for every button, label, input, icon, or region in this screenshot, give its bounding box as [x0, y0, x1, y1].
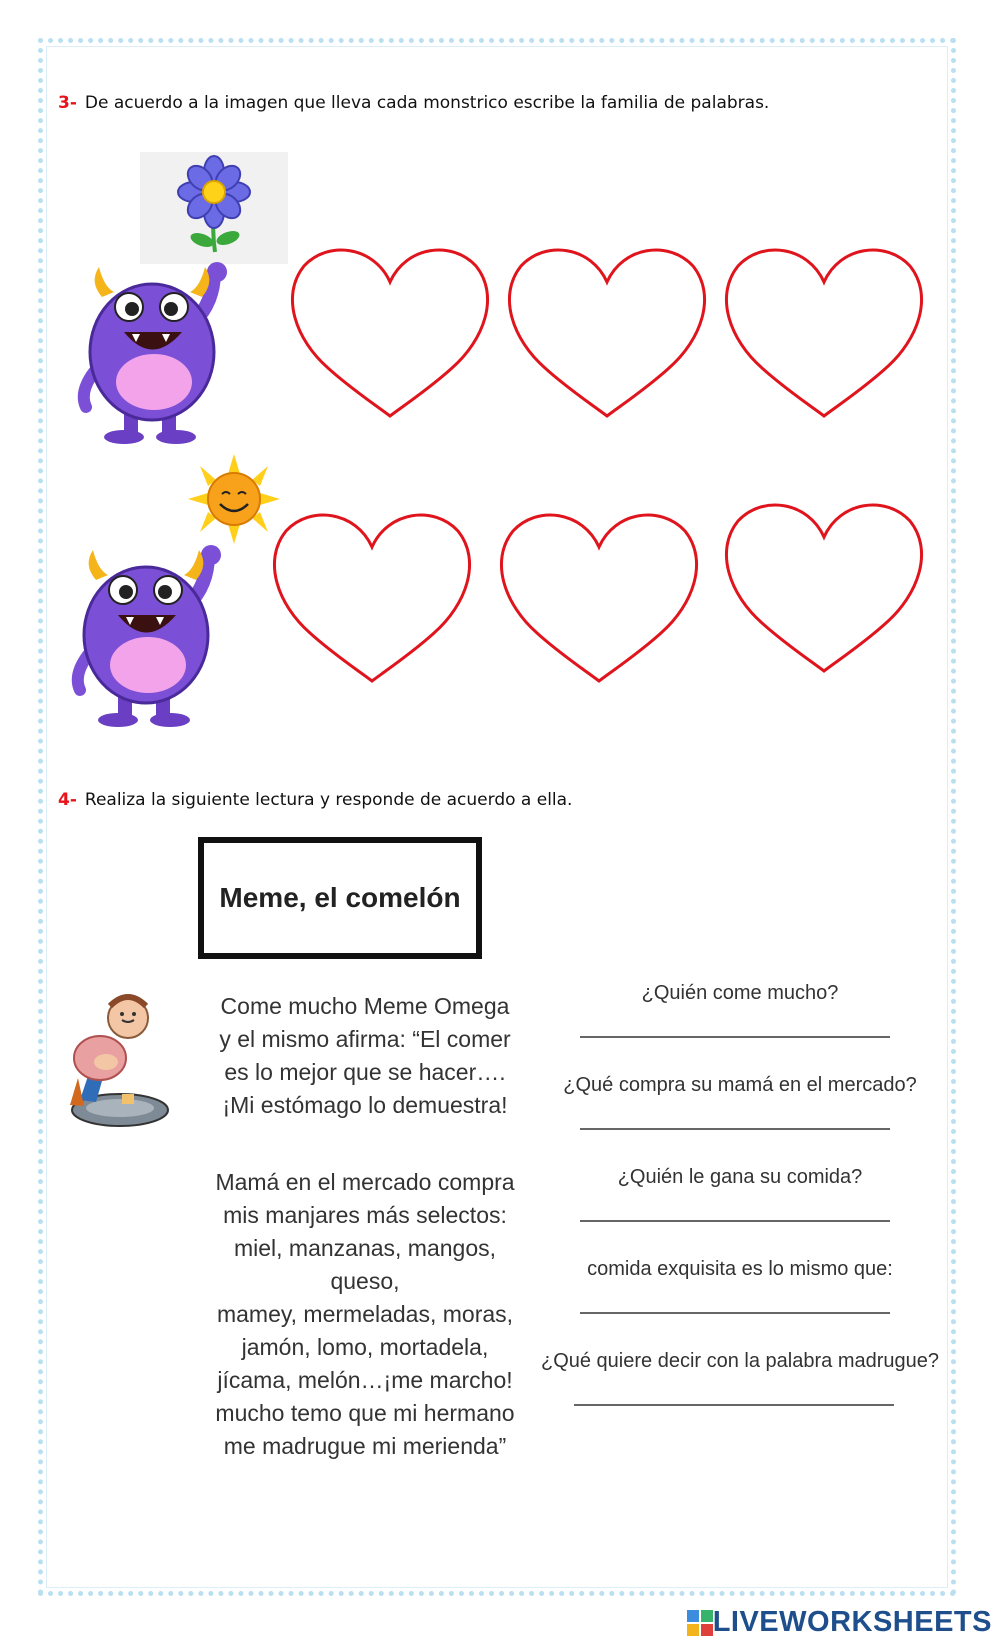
logo-grid-icon: [687, 1610, 713, 1636]
monster-icon: [68, 545, 228, 730]
heart-answer-box[interactable]: [497, 505, 701, 685]
heart-answer-box[interactable]: [722, 495, 926, 675]
poem-line: ¡Mi estómago lo demuestra!: [222, 1092, 508, 1118]
poem-line: mis manjares más selectos:: [223, 1202, 507, 1228]
flower-icon: [140, 152, 288, 264]
heart-answer-box[interactable]: [288, 240, 492, 420]
answer-line-3[interactable]: [580, 1220, 890, 1222]
section-3-instruction: De acuerdo a la imagen que lleva cada monstrico escribe la familia de palabras.: [84, 93, 770, 113]
answer-line-1[interactable]: [580, 1036, 890, 1038]
section-3-heading: [58, 93, 769, 113]
heart-answer-box[interactable]: [270, 505, 474, 685]
question-4: comida exquisita es lo mismo que:: [587, 1258, 893, 1280]
footer-brand: LIVEWORKSHEETS: [712, 1606, 992, 1638]
poem-line: mamey, mermeladas, moras,: [216, 1301, 514, 1327]
monster-icon: [74, 262, 234, 447]
answer-line-2[interactable]: [580, 1128, 890, 1130]
poem-line: miel, manzanas, mangos, queso,: [233, 1235, 497, 1294]
reading-title: Meme, el comelón: [219, 882, 461, 913]
question-3: ¿Quién le gana su comida?: [617, 1166, 863, 1188]
heart-answer-box[interactable]: [505, 240, 709, 420]
poem-line: me madrugue mi merienda”: [223, 1433, 507, 1459]
poem-line: jamón, lomo, mortadela,: [241, 1334, 489, 1360]
question-2: ¿Qué compra su mamá en el mercado?: [563, 1074, 917, 1096]
section-3-number: 3-: [58, 93, 77, 113]
section-4-number: 4-: [58, 790, 77, 810]
section-4-instruction: Realiza la siguiente lectura y responde de acuerdo a ella.: [84, 790, 573, 810]
poem-line: es lo mejor que se hacer….: [224, 1059, 506, 1085]
poem-line: mucho temo que mi hermano: [215, 1400, 515, 1426]
poem-stanza-2: [205, 1166, 525, 1463]
reading-title-box: [198, 837, 482, 959]
eating-boy-icon: [70, 970, 170, 1130]
liveworksheets-logo[interactable]: [687, 1606, 992, 1639]
answer-line-4[interactable]: [580, 1312, 890, 1314]
section-4-heading: [58, 790, 572, 810]
heart-answer-box[interactable]: [722, 240, 926, 420]
poem-stanza-1: [205, 990, 525, 1122]
question-1: ¿Quién come mucho?: [641, 982, 839, 1004]
question-5: ¿Qué quiere decir con la palabra madrugue?: [540, 1350, 940, 1372]
answer-line-5[interactable]: [574, 1404, 894, 1406]
poem-line: y el mismo afirma: “El comer: [219, 1026, 511, 1052]
poem-line: Come mucho Meme Omega: [220, 993, 510, 1019]
poem-line: jícama, melón…¡me marcho!: [217, 1367, 513, 1393]
poem-line: Mamá en el mercado compra: [215, 1169, 515, 1195]
